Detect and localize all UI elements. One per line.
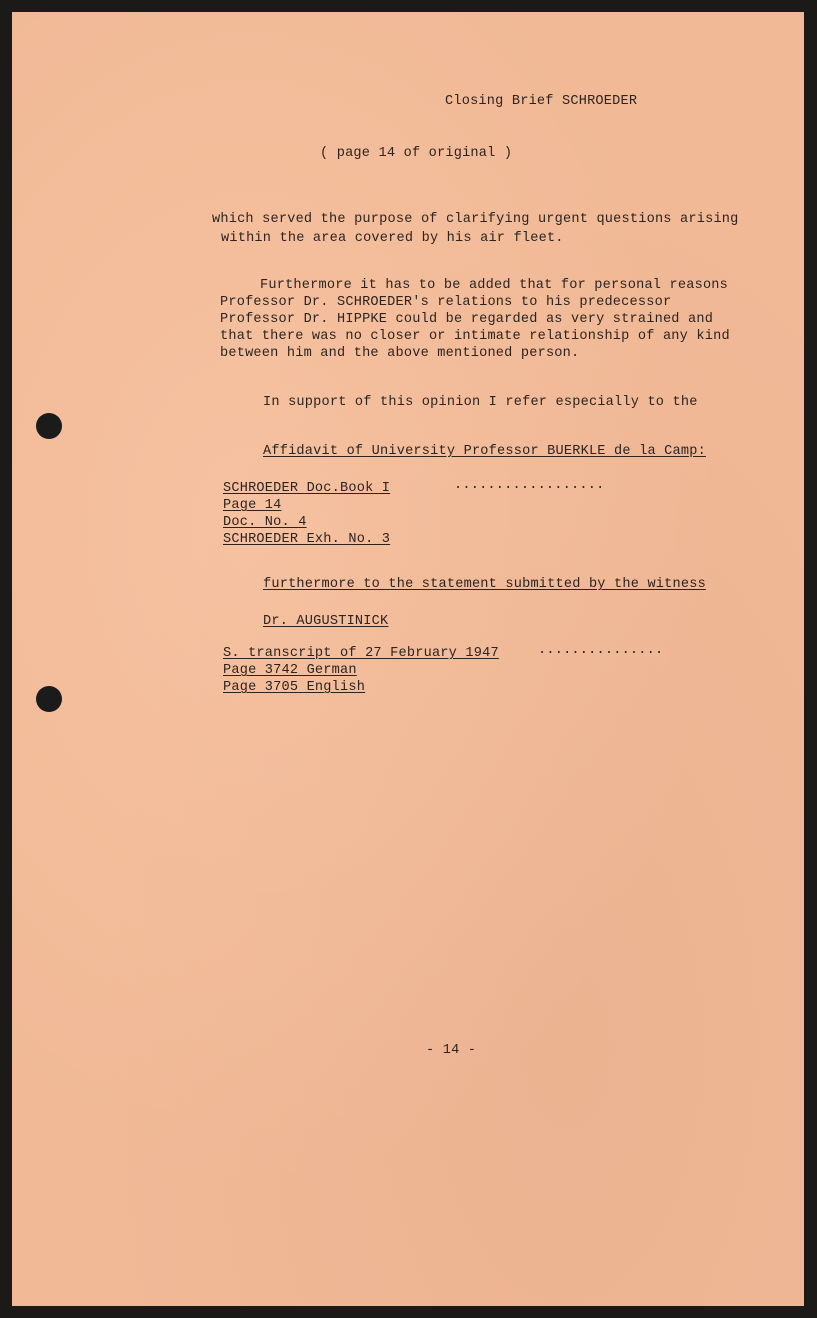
- page-number: - 14 -: [426, 1043, 477, 1058]
- paragraph-2-line-2: Professor Dr. SCHROEDER's relations to his predecessor: [220, 295, 672, 310]
- affidavit-heading: Affidavit of University Professor BUERKLE de la Camp:: [263, 444, 706, 459]
- witness-name: Dr. AUGUSTINICK: [263, 614, 389, 629]
- reference-1-line-1: SCHROEDER Doc.Book I: [223, 481, 391, 496]
- leader-dots-2: ...............: [538, 643, 664, 658]
- paragraph-1-line-2: within the area covered by his air fleet.: [221, 231, 564, 246]
- paragraph-2-line-1: Furthermore it has to be added that for personal reasons: [260, 278, 729, 293]
- reference-1-line-4: SCHROEDER Exh. No. 3: [223, 532, 391, 547]
- paragraph-4: furthermore to the statement submitted by the witness: [263, 577, 706, 592]
- reference-2-line-2: Page 3742 German: [223, 663, 357, 678]
- paragraph-2-line-5: between him and the above mentioned person.: [220, 346, 580, 361]
- reference-1-line-3: Doc. No. 4: [223, 515, 307, 530]
- paragraph-3: In support of this opinion I refer especially to the: [263, 395, 698, 410]
- leader-dots-1: ..................: [454, 478, 605, 493]
- page-reference: ( page 14 of original ): [320, 146, 513, 161]
- paragraph-2-line-3: Professor Dr. HIPPKE could be regarded as very strained and: [220, 312, 714, 327]
- punch-hole-bottom: [36, 686, 62, 712]
- document-page: [12, 12, 804, 1306]
- reference-2-line-3: Page 3705 English: [223, 680, 366, 695]
- paragraph-1-line-1: which served the purpose of clarifying urgent questions arising: [212, 212, 739, 227]
- reference-1-line-2: Page 14: [223, 498, 282, 513]
- header-title: Closing Brief SCHROEDER: [445, 94, 638, 109]
- punch-hole-top: [36, 413, 62, 439]
- paragraph-2-line-4: that there was no closer or intimate relationship of any kind: [220, 329, 730, 344]
- reference-2-line-1: S. transcript of 27 February 1947: [223, 646, 499, 661]
